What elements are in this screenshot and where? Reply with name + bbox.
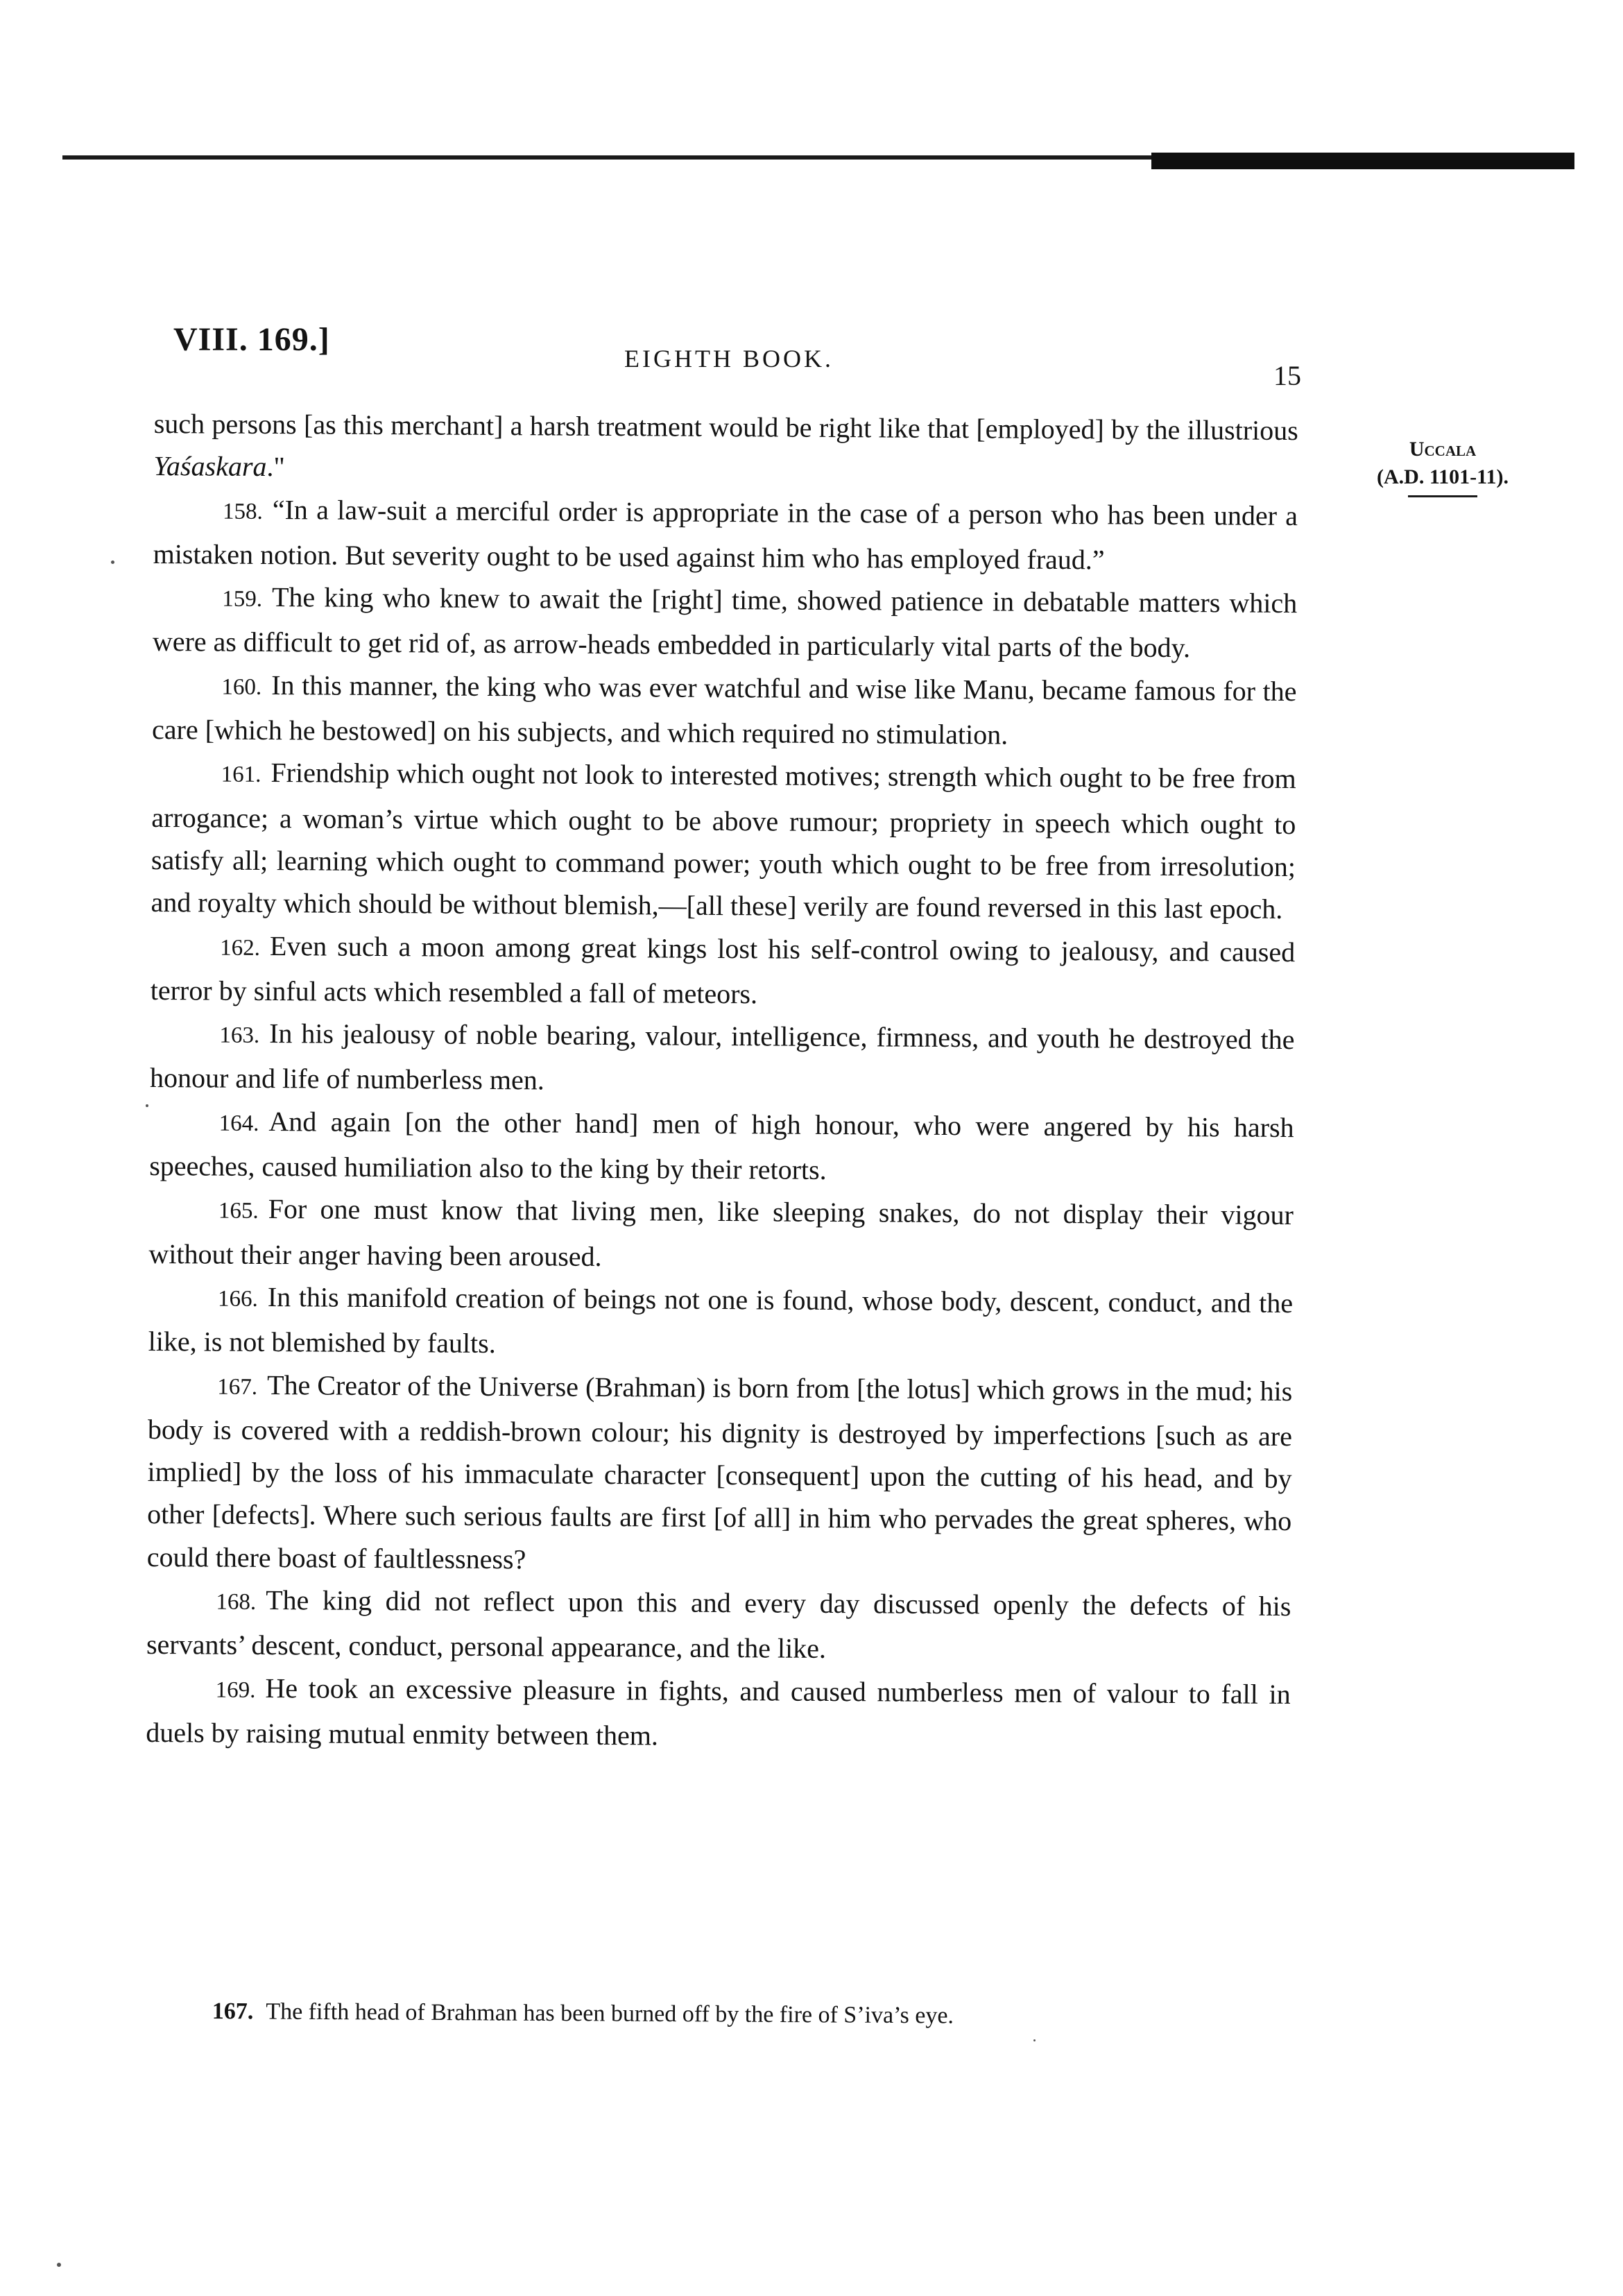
- margin-note-dates: (A.D. 1101-11).: [1377, 465, 1509, 488]
- verse-text: “In a law-suit a merciful order is appropriate in the case of a person who has been under a mistaken notion. But severity ought to be used against him who has employed fraud.”: [153, 493, 1298, 576]
- scan-speck: [146, 1104, 148, 1107]
- verse-162: [151, 924, 1296, 1019]
- scan-speck: [111, 560, 114, 564]
- verse-text: Friendship which ought not look to interested motives; strength which ought to be free from arrogance; a woman’s virtue which ought to be above rumour; propriety in speech which ought to satisfy all; learning which ought to command power; youth which ought to be free from irresolution; and royalty which should be without blemish,—[all these] verily are found reversed in this last epoch.: [151, 757, 1296, 925]
- verse-159: [153, 575, 1298, 670]
- verse-number: 166.: [217, 1286, 258, 1312]
- verse-text: In this manifold creation of beings not one is found, whose body, descent, conduct, and the like, is not blemished by faults.: [148, 1280, 1294, 1360]
- verse-164: [149, 1099, 1294, 1194]
- footnote-text: The fifth head of Brahman has been burned off by the fire of S’iva’s eye.: [266, 1998, 954, 2029]
- continuation-text: such persons [as this merchant] a harsh treatment would be right like that [employed] by the illustrious: [153, 407, 1298, 447]
- verse-number: 164.: [218, 1111, 259, 1136]
- footnote: [212, 1996, 1253, 2033]
- verse-text: Even such a moon among great kings lost his self-control owing to jealousy, and caused terror by sinful acts which resembled a fall of meteors.: [150, 929, 1296, 1010]
- margin-note-name: Uccala: [1409, 438, 1477, 461]
- page-number: 15: [1273, 360, 1301, 391]
- verse-169: [146, 1666, 1291, 1761]
- verse-text: And again [on the other hand] men of high honour, who were angered by his harsh speeches, caused humiliation also to the king by their retorts.: [149, 1105, 1294, 1185]
- top-rule-heavy: [1151, 153, 1574, 169]
- verse-text: The king who knew to await the [right] time, showed patience in debatable matters which were as difficult to get rid of, as arrow-heads embedded in particularly vital parts of the body.: [152, 581, 1298, 664]
- scan-speck: [1033, 2039, 1036, 2041]
- margin-note-rule: [1408, 495, 1477, 497]
- verse-number: 167.: [217, 1374, 258, 1400]
- verse-number: 165.: [218, 1198, 259, 1224]
- running-head-title: EIGHTH BOOK.: [624, 345, 834, 372]
- running-head-verse-ref: VIII. 169.]: [173, 321, 330, 358]
- margin-note: [1359, 436, 1526, 497]
- verse-163: [150, 1011, 1295, 1106]
- continuation-italic: Yaśaskara: [153, 450, 267, 483]
- verse-text: The Creator of the Universe (Brahman) is born from [the lotus] which grows in the mud; his body is covered with a reddish-brown colour; his dignity is destroyed by imperfections [such as are implied] by the loss of his immaculate character [consequent] upon the cutting of his head, and by other [defects]. Where such serious faults are first [of all] in him who pervades the great spheres, who could there boast of faultlessness?: [146, 1369, 1293, 1575]
- verse-161: [151, 751, 1296, 930]
- verse-number: 169.: [215, 1677, 256, 1703]
- verse-number: 168.: [216, 1589, 257, 1615]
- scan-speck: [57, 2263, 61, 2267]
- footnote-number: 167.: [212, 1998, 254, 2025]
- verse-text: The king did not reflect upon this and every day discussed openly the defects of his servants’ descent, conduct, personal appearance, and the like.: [146, 1584, 1291, 1665]
- verse-number: 161.: [221, 762, 261, 788]
- continuation-end: .": [266, 451, 285, 483]
- verse-160: [152, 663, 1297, 758]
- verse-number: 162.: [220, 935, 261, 961]
- verse-number: 163.: [219, 1022, 260, 1049]
- verse-166: [148, 1275, 1294, 1370]
- body-text: [146, 402, 1298, 1760]
- verse-165: [148, 1187, 1294, 1282]
- verse-number: 159.: [222, 586, 263, 612]
- verse-158: [153, 488, 1298, 583]
- verse-text: He took an excessive pleasure in fights, and caused numberless men of valour to fall in duels by raising mutual enmity between them.: [146, 1672, 1291, 1751]
- verse-number: 160.: [221, 674, 262, 700]
- verse-number: 158.: [222, 499, 263, 524]
- verse-text: In this manner, the king who was ever watchful and wise like Manu, became famous for the care [which he bestowed] on his subjects, and which required no stimulation.: [151, 669, 1297, 751]
- continuation-paragraph: [153, 402, 1298, 495]
- verse-167: [147, 1363, 1293, 1586]
- verse-168: [146, 1578, 1291, 1673]
- verse-text: For one must know that living men, like sleeping snakes, do not display their vigour without their anger having been aroused.: [148, 1193, 1294, 1272]
- verse-text: In his jealousy of noble bearing, valour, intelligence, firmness, and youth he destroyed the honour and life of numberless men.: [149, 1018, 1295, 1096]
